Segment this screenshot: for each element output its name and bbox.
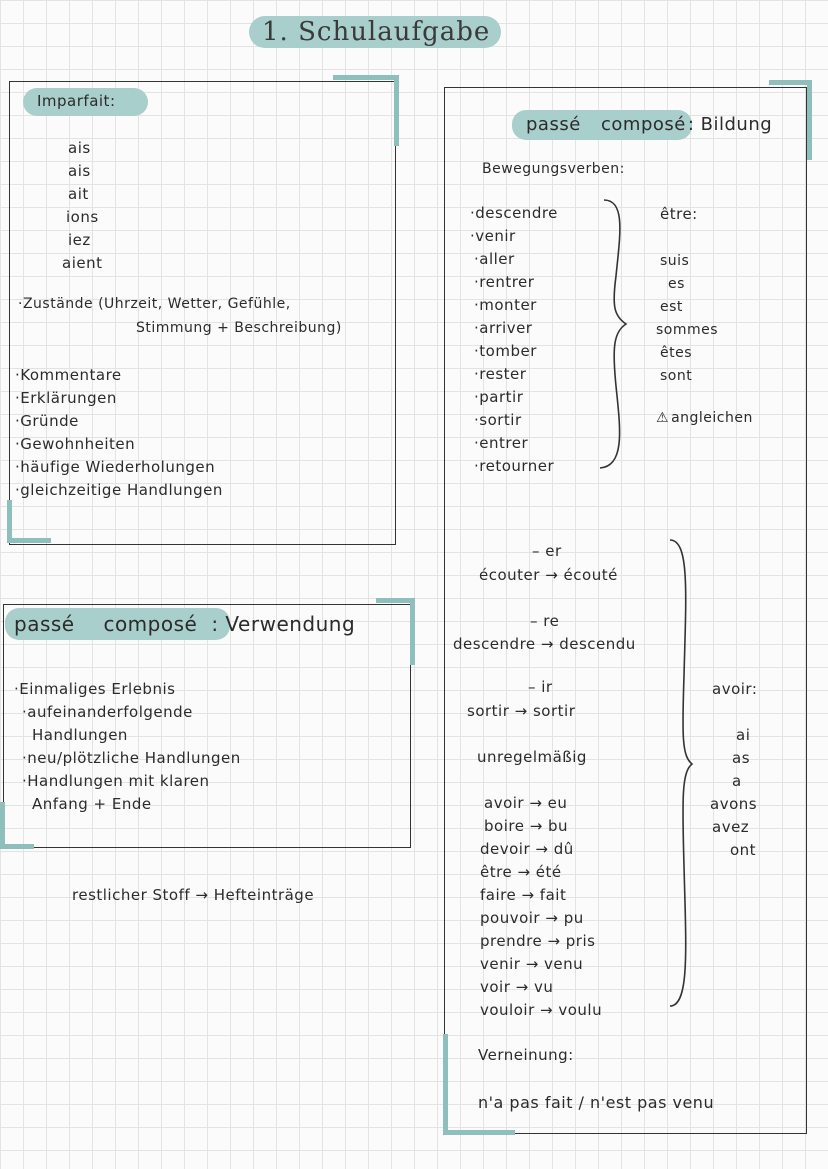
bildung-heading-suffix: : Bildung <box>687 114 773 135</box>
verb-item: ·aller <box>474 250 515 268</box>
irregular-verbs-list <box>480 792 602 1022</box>
irregular-verb: venir → venu <box>480 955 584 973</box>
verb-item: ·descendre <box>470 204 558 222</box>
etre-form: est <box>660 299 683 315</box>
irregular-verb: pouvoir → pu <box>480 909 584 927</box>
re-label: – re <box>530 612 560 630</box>
page-title: 1. Schulaufgabe <box>262 17 491 47</box>
irregular-verb: faire → fait <box>480 886 567 904</box>
imparfait-uses-list <box>15 364 223 502</box>
verwendung-line: Handlungen <box>32 726 128 744</box>
verwendung-corner-accent-right <box>410 598 415 665</box>
zustaende-line-2: Stimmung + Beschreibung) <box>136 320 342 336</box>
etre-form: sont <box>660 368 693 384</box>
avoir-label: avoir: <box>712 680 758 698</box>
use-item: ·Gewohnheiten <box>15 435 136 453</box>
verb-item: ·sortir <box>474 411 522 429</box>
verwendung-line: ·aufeinanderfolgende <box>22 703 193 721</box>
verwendung-corner-accent-left <box>0 802 5 846</box>
imparfait-corner-accent-right <box>394 75 399 146</box>
etre-form: sommes <box>656 322 719 338</box>
imparfait-corner-accent-left <box>7 500 12 543</box>
ir-example: sortir → sortir <box>467 702 576 720</box>
imparfait-heading: Imparfait: <box>37 92 116 110</box>
verwendung-line: ·neu/plötzliche Handlungen <box>22 749 241 767</box>
imparfait-corner-accent-bottom <box>9 538 51 543</box>
avoir-forms-list <box>710 724 757 862</box>
bewegungsverben-brace <box>590 196 634 472</box>
avoir-form: ai <box>736 726 751 744</box>
use-item: ·Erklärungen <box>15 389 117 407</box>
bildung-corner-accent-top <box>769 80 812 85</box>
avoir-form: avons <box>710 795 758 813</box>
etre-label: être: <box>660 205 698 223</box>
verwendung-heading-suffix: : Verwendung <box>211 612 356 636</box>
zustaende-line-1: ·Zustände (Uhrzeit, Wetter, Gefühle, <box>18 296 291 312</box>
irregular-verb: avoir → eu <box>484 794 568 812</box>
verwendung-heading-label: passé composé <box>14 612 198 636</box>
irregular-verb: voir → vu <box>480 978 554 996</box>
avoir-form: as <box>732 749 751 767</box>
ending-item: ais <box>68 162 91 180</box>
er-example: écouter → écouté <box>479 566 618 584</box>
imparfait-corner-accent-top <box>333 75 399 80</box>
restlicher-stoff-note: restlicher Stoff → Hefteinträge <box>72 886 315 904</box>
etre-form: es <box>668 276 685 292</box>
verwendung-heading <box>14 612 355 636</box>
ir-label: – ir <box>528 678 553 696</box>
verb-item: ·arriver <box>474 319 533 337</box>
verneinung-example: n'a pas fait / n'est pas venu <box>478 1093 715 1112</box>
verb-item: ·rester <box>474 365 527 383</box>
verwendung-corner-accent-bottom <box>0 844 34 849</box>
re-example: descendre → descendu <box>453 635 636 653</box>
avoir-brace <box>664 536 700 1010</box>
verneinung-label: Verneinung: <box>478 1046 574 1064</box>
verwendung-line: ·Handlungen mit klaren <box>22 772 210 790</box>
etre-forms-list <box>656 250 719 388</box>
verwendung-line: Anfang + Ende <box>32 795 152 813</box>
angleichen-text: angleichen <box>671 410 753 426</box>
avoir-form: a <box>732 772 742 790</box>
irregular-verb: vouloir → voulu <box>480 1001 603 1019</box>
bewegungsverben-list <box>470 202 558 478</box>
verb-item: ·retourner <box>474 457 555 475</box>
use-item: ·Gründe <box>15 412 79 430</box>
use-item: ·häufige Wiederholungen <box>15 458 216 476</box>
imparfait-endings-list <box>62 137 102 275</box>
bildung-corner-accent-bottom <box>443 1130 515 1135</box>
irregular-verb: boire → bu <box>484 817 569 835</box>
warning-icon: ⚠ <box>656 410 670 426</box>
ending-item: ais <box>68 139 91 157</box>
irregular-verb: devoir → dû <box>480 840 574 858</box>
etre-form: suis <box>660 253 690 269</box>
irregular-verb: prendre → pris <box>480 932 596 950</box>
use-item: ·gleichzeitige Handlungen <box>15 481 223 499</box>
bildung-corner-accent-left <box>443 1034 448 1134</box>
angleichen-note <box>656 410 753 426</box>
ending-item: ait <box>68 185 89 203</box>
bewegungsverben-label: Bewegungsverben: <box>482 161 625 177</box>
use-item: ·Kommentare <box>15 366 122 384</box>
verb-item: ·tomber <box>474 342 537 360</box>
verb-item: ·monter <box>474 296 537 314</box>
verb-item: ·entrer <box>474 434 529 452</box>
irregular-verb: être → été <box>480 863 562 881</box>
etre-form: êtes <box>660 345 693 361</box>
avoir-form: ont <box>730 841 757 859</box>
verb-item: ·rentrer <box>474 273 535 291</box>
bildung-heading-label: passé composé <box>526 114 686 135</box>
bildung-corner-accent-right <box>807 80 812 160</box>
verb-item: ·partir <box>474 388 524 406</box>
verb-item: ·venir <box>470 227 516 245</box>
ending-item: ions <box>66 208 99 226</box>
er-label: – er <box>532 542 562 560</box>
unregelmaessig-label: unregelmäßig <box>477 748 587 766</box>
ending-item: aient <box>62 254 103 272</box>
verwendung-line: ·Einmaliges Erlebnis <box>14 680 176 698</box>
ending-item: iez <box>68 231 91 249</box>
avoir-form: avez <box>712 818 750 836</box>
bildung-heading <box>526 114 772 135</box>
